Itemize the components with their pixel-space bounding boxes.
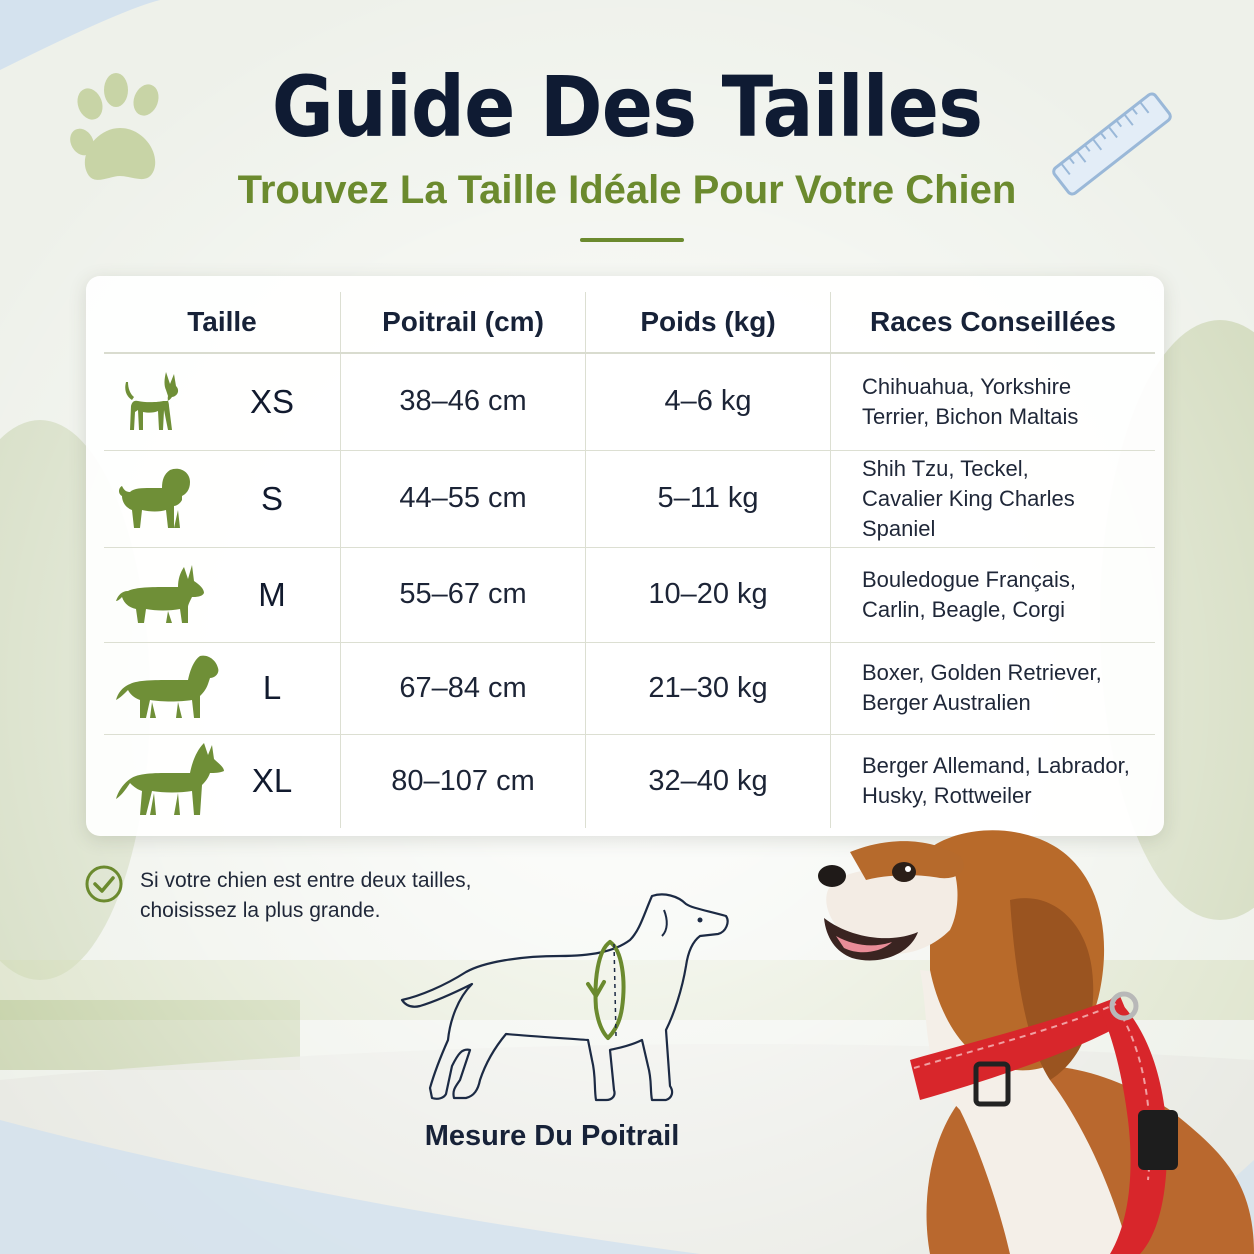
table-row — [104, 734, 1155, 828]
size-cell — [104, 642, 341, 734]
breeds-line: Terrier, Bichon Maltais — [862, 403, 1079, 429]
breeds-line: Husky, Rottweiler — [862, 783, 1032, 809]
breeds-cell — [831, 642, 1156, 734]
retriever-icon — [116, 654, 222, 722]
breeds-line: Shih Tzu, Teckel, — [862, 455, 1029, 481]
header-races: Races Conseillées — [831, 292, 1156, 353]
cavalier-dog-photo — [810, 820, 1254, 1254]
check-circle-icon — [84, 864, 124, 904]
size-table-card — [86, 276, 1164, 836]
breeds-line: Berger Allemand, Labrador, — [862, 753, 1130, 779]
size-label: XS — [249, 382, 295, 420]
size-label: L — [262, 669, 282, 706]
chest-cell: 67–84 cm — [341, 642, 586, 734]
title-divider — [580, 238, 684, 242]
table-header-row — [104, 292, 1155, 353]
breeds-line: Bouledogue Français, — [862, 566, 1077, 592]
size-table — [104, 292, 1155, 828]
breeds-cell — [831, 547, 1156, 642]
size-cell — [104, 734, 341, 828]
weight-cell: 21–30 kg — [586, 642, 831, 734]
breeds-line: Cavalier King Charles Spaniel — [862, 485, 1075, 541]
measure-label: Mesure Du Poitrail — [424, 1120, 680, 1152]
header-taille: Taille — [104, 292, 341, 353]
size-cell — [104, 450, 341, 547]
table-row — [104, 353, 1155, 450]
breeds-line: Boxer, Golden Retriever, — [862, 660, 1102, 685]
breeds-cell — [831, 353, 1156, 450]
breeds-line: Chihuahua, Yorkshire — [862, 373, 1072, 399]
breeds-line: Berger Australien — [862, 690, 1031, 715]
page-subtitle: Trouvez La Taille Idéale Pour Votre Chien — [237, 168, 1017, 212]
weight-cell: 32–40 kg — [586, 734, 831, 828]
chest-cell: 38–46 cm — [341, 353, 586, 450]
header-poitrail: Poitrail (cm) — [341, 292, 586, 353]
size-cell — [104, 353, 341, 450]
chest-cell: 55–67 cm — [341, 547, 586, 642]
breeds-cell — [831, 734, 1156, 828]
size-label: XL — [251, 762, 293, 800]
chest-cell: 80–107 cm — [341, 734, 586, 828]
table-row — [104, 547, 1155, 642]
table-row — [104, 642, 1155, 734]
weight-cell: 10–20 kg — [586, 547, 831, 642]
small-dog-icon — [116, 466, 196, 532]
breeds-cell — [831, 450, 1156, 547]
header-poids: Poids (kg) — [586, 292, 831, 353]
chest-cell: 44–55 cm — [341, 450, 586, 547]
breeds-line: Carlin, Beagle, Corgi — [862, 596, 1065, 622]
size-cell — [104, 547, 341, 642]
tip-line: choisissez la plus grande. — [140, 899, 381, 922]
tip-line: Si votre chien est entre deux tailles, — [140, 869, 472, 892]
corgi-icon — [116, 563, 208, 627]
size-label: M — [258, 575, 286, 613]
weight-cell: 4–6 kg — [586, 353, 831, 450]
size-label: S — [260, 479, 283, 517]
chest-measure-illustration — [400, 890, 740, 1110]
shepherd-icon — [116, 743, 226, 819]
table-row — [104, 450, 1155, 547]
weight-cell: 5–11 kg — [586, 450, 831, 547]
page-title: Guide Des Tailles — [271, 58, 983, 156]
chihuahua-icon — [116, 370, 186, 434]
